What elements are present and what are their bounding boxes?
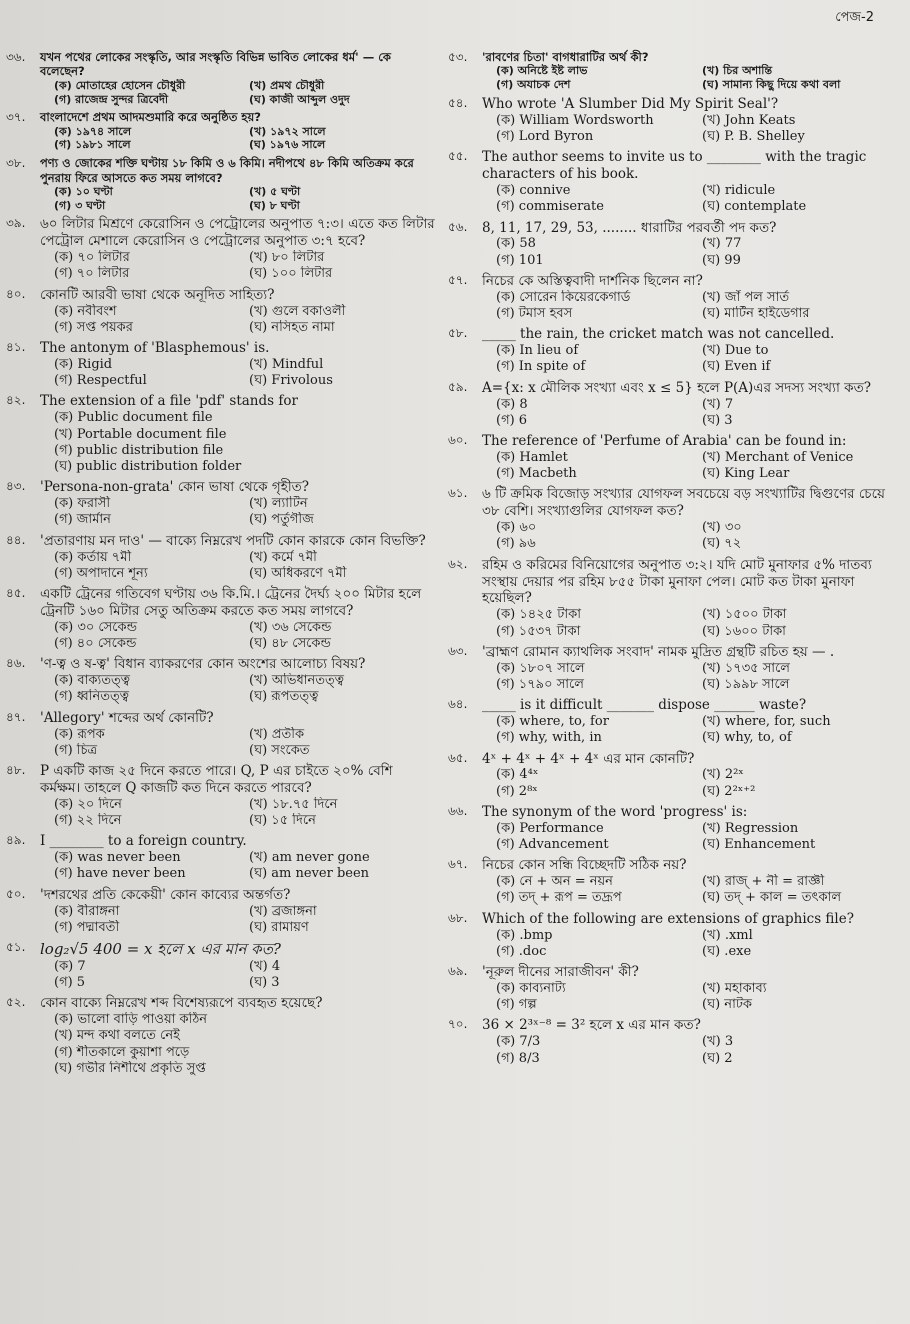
- option: (ঘ) ১৬০০ টাকা: [702, 623, 786, 639]
- question: [448, 644, 900, 693]
- options: [496, 821, 900, 854]
- question-number: ৫৮.: [448, 326, 468, 341]
- question: [6, 763, 436, 829]
- options: [496, 183, 900, 216]
- options: [496, 343, 900, 376]
- question-number: ৬৮.: [448, 910, 468, 925]
- option: (গ) public distribution file: [54, 442, 224, 458]
- question-number: ৫৬.: [448, 219, 468, 234]
- option: (গ) 8/3: [496, 1050, 540, 1066]
- question: [6, 833, 436, 882]
- option: (খ) Mindful: [249, 356, 324, 372]
- option: (গ) ৪০ সেকেন্ড: [54, 636, 137, 651]
- question: [6, 216, 436, 282]
- question-number: ৩৭.: [6, 110, 26, 125]
- question-text: পণ্য ও জোকের শক্তি ঘণ্টায় ১৮ কিমি ও ৬ কিমি। নদীপথে ৪৮ কিমি অতিক্রম করে পুনরায় ফিরে আসতে কত সময় লাগবে?: [40, 156, 414, 185]
- options: [496, 981, 900, 1014]
- option: (খ) am never gone: [249, 850, 370, 866]
- question: [448, 857, 900, 906]
- question: [448, 50, 900, 92]
- option: (ক) কাব্যনাট্য: [496, 980, 566, 996]
- question-number: ৪২.: [6, 393, 26, 408]
- question: [448, 751, 900, 800]
- option: (গ) Lord Byron: [496, 129, 594, 144]
- option: (গ) have never been: [54, 866, 186, 882]
- question-text: _____ the rain, the cricket match was not cancelled.: [482, 326, 835, 343]
- question-text: The extension of a file 'pdf' stands for: [40, 393, 298, 410]
- question-number: ৩৮.: [6, 156, 26, 171]
- option: (ক) অনিষ্টে ইষ্ট লাভ: [496, 64, 588, 78]
- option: (ক) মোতাহের হোসেন চৌধুরী: [54, 78, 186, 92]
- option: (ঘ) 2²ˣ⁺²: [702, 783, 756, 799]
- question: [448, 557, 900, 640]
- option: (ক) নবীবংশ: [54, 303, 117, 319]
- question-text: The author seems to invite us to ________ with the tragic characters of his book.: [482, 149, 867, 183]
- options: [496, 928, 900, 961]
- question-number: ৫৩.: [448, 50, 468, 64]
- question-number: ৪১.: [6, 340, 26, 354]
- question: [6, 340, 436, 389]
- question-text: The reference of 'Perfume of Arabia' can be found in:: [482, 433, 847, 449]
- options: [496, 290, 900, 323]
- question: [6, 533, 436, 582]
- option: (খ) ৮০ লিটার: [249, 250, 325, 266]
- question: [6, 479, 436, 528]
- option: (গ) তদ্ + রূপ = তদ্রূপ: [496, 890, 622, 906]
- option: (ঘ) ৪৮ সেকেন্ড: [249, 636, 331, 651]
- option: (গ) পদ্মাবতী: [54, 919, 120, 935]
- option: (ক) ভালো বাড়ি পাওয়া কঠিন: [54, 1012, 208, 1028]
- option: (গ) ১৯৮১ সালে: [54, 138, 131, 152]
- options: [54, 125, 436, 153]
- question-number: ৪৪.: [6, 532, 26, 547]
- option: (খ) ১৭৩৫ সালে: [702, 660, 790, 676]
- option: (ক) Performance: [496, 820, 604, 836]
- question: [448, 486, 900, 552]
- option: (খ) কর্মে ৭মী: [249, 549, 317, 565]
- question-number: ৪৮.: [6, 763, 26, 777]
- option: (ঘ) King Lear: [702, 466, 790, 482]
- question: [6, 50, 436, 106]
- option: (খ) Merchant of Venice: [702, 449, 854, 465]
- option: (ঘ) ৭২: [702, 536, 742, 552]
- option: (ঘ) why, to, of: [702, 730, 792, 746]
- question: [6, 287, 436, 336]
- option: (ক) 8: [496, 396, 528, 412]
- option: (খ) ব্রজাঙ্গনা: [249, 903, 317, 919]
- options: [54, 727, 436, 760]
- option: (ঘ) ১৯৯৮ সালে: [702, 676, 790, 692]
- options: [54, 1012, 436, 1077]
- question: [448, 220, 900, 269]
- option: (খ) ridicule: [702, 183, 776, 198]
- question-number: ৫৪.: [448, 95, 468, 110]
- option: (ঘ) রূপতত্ত্ব: [249, 689, 319, 705]
- options: [54, 550, 436, 583]
- option: (ঘ) অধিকরণে ৭মী: [249, 565, 347, 581]
- option: (ঘ) রামায়ণ: [249, 919, 309, 935]
- option: (খ) ৩৬ সেকেন্ড: [249, 619, 332, 635]
- question-number: ৪০.: [6, 286, 26, 301]
- option: (ঘ) কাজী আব্দুল ওদুদ: [249, 92, 350, 106]
- option: (খ) ১৮.৭৫ দিনে: [249, 796, 338, 812]
- options: [54, 496, 436, 529]
- question-number: ৫০.: [6, 886, 26, 901]
- options: [54, 79, 436, 107]
- options: [54, 250, 436, 283]
- options: [496, 397, 900, 430]
- option: (ক) ফরাসী: [54, 496, 111, 512]
- option: (গ) ৩ ঘণ্টা: [54, 198, 106, 212]
- option: (ক) বীরাঙ্গনা: [54, 903, 120, 919]
- option: (ঘ) মার্টিন হাইডেগার: [702, 306, 810, 321]
- option: (খ) 4: [249, 958, 281, 974]
- option: (গ) 5: [54, 975, 86, 990]
- options: [496, 607, 900, 640]
- option: (ক) 58: [496, 236, 536, 252]
- question-number: ৩৯.: [6, 216, 26, 231]
- question-text: Who wrote 'A Slumber Did My Spirit Seal'?: [482, 95, 779, 112]
- option: (ঘ) ১৯৭৬ সালে: [249, 138, 326, 152]
- option: (ক) 4⁴ˣ: [496, 767, 539, 783]
- option: (গ) অপাদানে শূন্য: [54, 565, 148, 581]
- options: [54, 797, 436, 830]
- option: (ঘ) ১০০ লিটার: [249, 266, 333, 282]
- question-text: 'দশরথের প্রতি কেকেয়ী' কোন কাব্যের অন্তর্গত?: [40, 886, 291, 903]
- question: [6, 110, 436, 152]
- option: (ক) Hamlet: [496, 449, 568, 465]
- options: [54, 850, 436, 883]
- options: [54, 959, 436, 992]
- question: [6, 710, 436, 759]
- option: (খ) Regression: [702, 820, 799, 836]
- question: [6, 940, 436, 991]
- question-number: ৬১.: [448, 486, 468, 501]
- options: [496, 64, 900, 92]
- option: (ঘ) 99: [702, 252, 741, 268]
- question-text: কোনটি আরবী ভাষা থেকে অনূদিত সাহিত্য?: [40, 286, 275, 303]
- option: (ক) In lieu of: [496, 343, 579, 359]
- option: (ঘ) 3: [702, 412, 733, 428]
- option: (খ) চির অশান্তি: [702, 64, 773, 78]
- question-text: নিচের কোন সন্ধি বিচ্ছেদটি সঠিক নয়?: [482, 857, 687, 874]
- question-text: নিচের কে অস্তিত্ববাদী দার্শনিক ছিলেন না?: [482, 272, 703, 289]
- page-number: পেজ-2: [835, 10, 874, 25]
- options: [54, 620, 436, 653]
- option: (গ) টমাস হবস: [496, 306, 573, 321]
- question: [448, 1017, 900, 1066]
- question-text: কোন বাক্যে নিম্নরেখ শব্দ বিশেষ্যরূপে ব্যবহৃত হয়েছে?: [40, 995, 323, 1012]
- option: (ঘ) তদ্ + কাল = তৎকাল: [702, 890, 842, 906]
- option: (গ) অযাচক দেশ: [496, 78, 571, 92]
- option: (গ) ৯৬: [496, 536, 536, 552]
- question-text: একটি ট্রেনের গতিবেগ ঘণ্টায় ৩৬ কি.মি.। ট্রেনের দৈর্ঘ্য ২০০ মিটার হলে ট্রেনটি ১৬০ মিটার সেতু অতিক্রম করতে কত সময় লাগবে?: [40, 586, 422, 619]
- question-text: 'রাবণের চিতা' বাগধারাটির অর্থ কী?: [482, 50, 649, 64]
- option: (গ) ধ্বনিতত্ত্ব: [54, 689, 129, 705]
- question-number: ৬৭.: [448, 857, 468, 872]
- option: (খ) ৩০: [702, 520, 742, 536]
- question-text: ৬ টি ক্রমিক বিজোড় সংখ্যার যোগফল সবচেয়ে বড় সংখ্যাটির দ্বিগুণের চেয়ে ৩৮ বেশি। সংখ্যাগুলির যোগফল কত?: [482, 486, 885, 520]
- option: (ক) .bmp: [496, 927, 553, 943]
- option: (ক) বাক্যতত্ত্ব: [54, 673, 130, 689]
- option: (ঘ) পর্তুগীজ: [249, 512, 314, 528]
- options: [54, 673, 436, 706]
- question-number: ৪৯.: [6, 833, 26, 848]
- question-text: The antonym of 'Blasphemous' is.: [40, 340, 270, 356]
- question-text: 4ˣ + 4ˣ + 4ˣ + 4ˣ এর মান কোনটি?: [482, 750, 695, 767]
- question: [448, 273, 900, 322]
- question-number: ৫৫.: [448, 149, 468, 164]
- options: [54, 357, 436, 390]
- question: [448, 96, 900, 145]
- option: (ক) ১৪২৫ টাকা: [496, 607, 581, 623]
- option: (গ) In spite of: [496, 359, 586, 375]
- option: (গ) রাজেন্দ্র সুন্দর ত্রিবেদী: [54, 92, 168, 106]
- option: (ক) William Wordsworth: [496, 112, 654, 128]
- question-number: ৪৩.: [6, 479, 26, 494]
- option: (খ) অভিধানতত্ত্ব: [249, 673, 345, 689]
- options: [54, 185, 436, 213]
- option: (ঘ) সামান্য কিছু দিয়ে কথা বলা: [702, 78, 841, 92]
- option: (খ) 77: [702, 236, 742, 252]
- question-number: ৬৩.: [448, 643, 468, 658]
- right-column: [448, 50, 900, 1071]
- option: (ঘ) সংকেত: [249, 742, 310, 758]
- question-text: ৬০ লিটার মিশ্রণে কেরোসিন ও পেট্রোলের অনুপাত ৭:৩। এতে কত লিটার পেট্রোল মেশালে কেরোসিন ও পেট্রোলের অনুপাত ৩:৭ হবে?: [40, 216, 435, 250]
- question: [448, 380, 900, 429]
- question-number: ৩৬.: [6, 50, 26, 64]
- options: [496, 236, 900, 269]
- question-number: ৬৫.: [448, 750, 468, 765]
- option: (ঘ) P. B. Shelley: [702, 129, 805, 144]
- option: (খ) Due to: [702, 343, 769, 359]
- options: [496, 1034, 900, 1067]
- question-text: 'নূরুল দীনের সারাজীবন' কী?: [482, 964, 639, 980]
- option: (ঘ) Frivolous: [249, 373, 333, 389]
- options: [496, 520, 900, 553]
- question: [6, 393, 436, 475]
- question-text: রহিম ও করিমের বিনিয়োগের অনুপাত ৩:২। যদি মোট মুনাফার ৫% দাতব্য সংস্থায় দেয়ার পর রহিম ৮৫৫ টাকা মুনাফা পেল। মোট কত টাকা মুনাফা হয়েছিল?: [482, 556, 872, 607]
- option: (খ) 3: [702, 1034, 734, 1050]
- question-text: Which of the following are extensions of graphics file?: [482, 910, 854, 927]
- question: [448, 804, 900, 853]
- question: [448, 149, 900, 215]
- option: (ঘ) নাটক: [702, 997, 753, 1013]
- option: (খ) ৫ ঘণ্টা: [249, 184, 301, 198]
- option: (গ) commiserate: [496, 199, 604, 215]
- option: (গ) why, with, in: [496, 730, 602, 746]
- option: (খ) ১৫০০ টাকা: [702, 607, 787, 623]
- option: (খ) ল্যাটিন: [249, 496, 308, 512]
- question: [6, 995, 436, 1077]
- options: [496, 661, 900, 694]
- question-number: ৬৯.: [448, 964, 468, 978]
- question: [6, 586, 436, 652]
- options: [496, 450, 900, 483]
- question-number: ৫২.: [6, 995, 26, 1010]
- option: (ঘ) নসিহত নামা: [249, 319, 335, 335]
- option: (গ) চিত্র: [54, 742, 98, 758]
- option: (ক) ৬০: [496, 520, 537, 536]
- option: (ঘ) 3: [249, 975, 280, 990]
- option: (ক) connive: [496, 183, 571, 198]
- option: (ক) Public document file: [54, 410, 213, 426]
- question: [448, 326, 900, 375]
- options: [54, 304, 436, 337]
- option: (খ) রাজ্ + নী = রাজ্ঞী: [702, 874, 825, 890]
- option: (ঘ) 2: [702, 1050, 733, 1066]
- option: (ক) 7/3: [496, 1034, 541, 1050]
- option: (গ) ১৭৯০ সালে: [496, 676, 584, 692]
- option: (ঘ) Even if: [702, 359, 771, 375]
- question-text: I ________ to a foreign country.: [40, 833, 247, 850]
- option: (ঘ) গভীর নিশীথে প্রকৃতি সুপ্ত: [54, 1060, 206, 1076]
- option: (গ) 2⁸ˣ: [496, 783, 538, 799]
- question-text: বাংলাদেশে প্রথম আদমশুমারি করে অনুষ্ঠিত হয়?: [40, 110, 261, 125]
- question: [6, 887, 436, 936]
- option: (গ) 101: [496, 252, 544, 268]
- option: (ক) কর্তায় ৭মী: [54, 549, 132, 565]
- option: (খ) where, for, such: [702, 714, 831, 729]
- option: (গ) ৭০ লিটার: [54, 266, 130, 282]
- question-number: ৫১.: [6, 940, 26, 954]
- question: [6, 656, 436, 705]
- option: (ক) নে + অন = নয়ন: [496, 874, 613, 890]
- option: (খ) ১৯৭২ সালে: [249, 124, 326, 138]
- option: (গ) Respectful: [54, 373, 147, 389]
- options: [496, 767, 900, 800]
- option: (খ) জাঁ পল সার্ত: [702, 289, 790, 305]
- option: (গ) ২২ দিনে: [54, 813, 122, 828]
- question-number: ৪৫.: [6, 586, 26, 600]
- option: (খ) John Keats: [702, 112, 796, 128]
- option: (ঘ) am never been: [249, 866, 370, 882]
- question-number: ৬৬.: [448, 803, 468, 818]
- option: (খ) মহাকাব্য: [702, 980, 767, 996]
- question-number: ৪৭.: [6, 709, 26, 724]
- option: (ক) was never been: [54, 850, 181, 866]
- question: [448, 964, 900, 1013]
- option: (খ) মন্দ কথা বলতে নেই: [54, 1028, 180, 1044]
- option: (ক) ১৮০৭ সালে: [496, 660, 585, 676]
- option: (গ) Macbeth: [496, 466, 577, 482]
- option: (ক) ১৯৭৪ সালে: [54, 124, 132, 138]
- option: (ক) where, to, for: [496, 714, 609, 729]
- question-text: log₂√5 400 = x হলে x এর মান কত?: [40, 940, 281, 958]
- option: (খ) 7: [702, 396, 734, 412]
- option: (খ) .xml: [702, 927, 753, 943]
- options: [496, 874, 900, 907]
- options: [496, 714, 900, 747]
- option: (ক) ৩০ সেকেন্ড: [54, 619, 137, 635]
- question-text: P একটি কাজ ২৫ দিনে করতে পারে। Q, P এর চাইতে ২০% বেশি কর্মক্ষম। তাহলে Q কাজটি কত দিনে করতে পারবে?: [40, 763, 393, 796]
- option: (ক) সোরেন কিয়েরকেগার্ড: [496, 289, 631, 305]
- option: (খ) 2²ˣ: [702, 767, 744, 783]
- question: [448, 433, 900, 482]
- option: (ঘ) .exe: [702, 943, 752, 959]
- question-text: 'ব্রাহ্মণ রোমান ক্যাথলিক সংবাদ' নামক মুদ্রিত গ্রন্থটি রচিত হয় — .: [482, 643, 835, 660]
- question-number: ৭০.: [448, 1017, 468, 1032]
- option: (ক) রূপক: [54, 726, 105, 742]
- question: [448, 697, 900, 746]
- question-text: 'Persona-non-grata' কোন ভাষা থেকে গৃহীত?: [40, 479, 310, 496]
- option: (গ) ১৫৩৭ টাকা: [496, 623, 581, 639]
- option: (গ) .doc: [496, 943, 547, 959]
- option: (ঘ) ৮ ঘণ্টা: [249, 198, 300, 212]
- question: [6, 156, 436, 212]
- option: (খ) প্রমথ চৌধুরী: [249, 78, 325, 92]
- option: (ঘ) contemplate: [702, 199, 807, 215]
- option: (ঘ) Enhancement: [702, 837, 816, 852]
- option: (ক) ২০ দিনে: [54, 796, 122, 812]
- question-number: ৫৭.: [448, 272, 468, 287]
- option: (ক) Rigid: [54, 356, 113, 372]
- option: (ঘ) public distribution folder: [54, 459, 242, 474]
- question-text: 'ণ-ত্ব ও ষ-ত্ব' বিধান ব্যাকরণের কোন অংশের আলোচ্য বিষয়?: [40, 656, 366, 673]
- question-text: 36 × 2³ˣ⁻⁸ = 3² হলে x এর মান কত?: [482, 1017, 701, 1034]
- options: [54, 410, 436, 475]
- question-text: _____ is it difficult _______ dispose ______ waste?: [482, 697, 807, 714]
- question-text: 8, 11, 17, 29, 53, ........ ধারাটির পরবর্তী পদ কত?: [482, 219, 777, 236]
- question-text: The synonym of the word 'progress' is:: [482, 803, 748, 820]
- option: (খ) প্রতীক: [249, 726, 305, 742]
- question-text: 'প্রতারণায় মন দাও' — বাক্যে নিম্নরেখ পদটি কোন কারকে কোন বিভক্তি?: [40, 532, 426, 549]
- option: (ক) 7: [54, 958, 86, 974]
- question: [448, 911, 900, 960]
- option: (গ) 6: [496, 412, 528, 428]
- option: (ক) ১০ ঘণ্টা: [54, 184, 113, 198]
- option: (ক) ৭০ লিটার: [54, 250, 130, 266]
- options: [54, 904, 436, 937]
- question-number: ৬০.: [448, 433, 468, 447]
- question-text: A={x: x মৌলিক সংখ্যা এবং x ≤ 5} হলে P(A)এর সদস্য সংখ্যা কত?: [482, 379, 871, 396]
- option: (গ) Advancement: [496, 837, 609, 852]
- option: (গ) জার্মান: [54, 512, 111, 528]
- option: (খ) গুলে বকাওলী: [249, 303, 346, 319]
- question-text: 'Allegory' শব্দের অর্থ কোনটি?: [40, 709, 214, 726]
- options: [496, 113, 900, 146]
- question-number: ৬২.: [448, 556, 468, 571]
- option: (গ) সপ্ত পয়কর: [54, 319, 133, 335]
- left-column: [6, 50, 436, 1081]
- question-number: ৫৯.: [448, 379, 468, 394]
- question-number: ৬৪.: [448, 697, 468, 712]
- option: (খ) Portable document file: [54, 426, 227, 442]
- question-text: যখন পথের লোকের সংস্কৃতি, আর সংস্কৃতি বিভিন্ন ভাবিত লোকের ধর্ম' — কে বলেছেন?: [40, 50, 391, 79]
- option: (ঘ) ১৫ দিনে: [249, 813, 316, 828]
- question-number: ৪৬.: [6, 656, 26, 671]
- option: (গ) শীতকালে কুয়াশা পড়ে: [54, 1044, 190, 1060]
- option: (গ) গল্প: [496, 997, 537, 1013]
